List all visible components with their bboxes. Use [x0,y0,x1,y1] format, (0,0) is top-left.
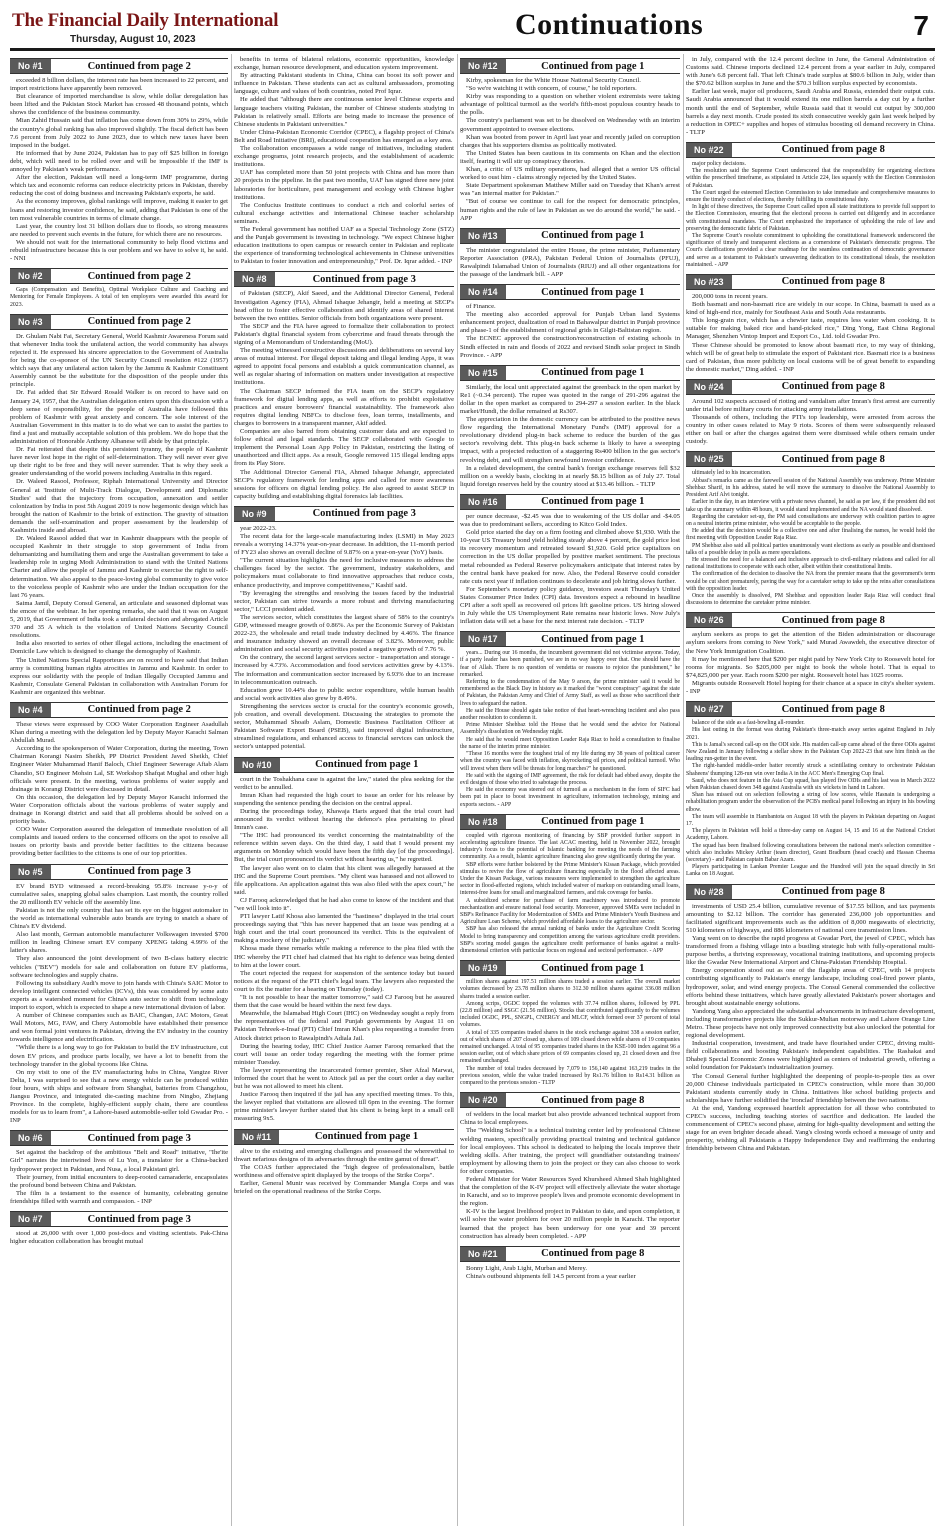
article-paragraph: Yandong Yang also appreciated the substantial advancements in infrastructure development, including transformative projects like the Sukkur-Multan motorway and Lahore Orange Line Metro. These projects have not only improved connectivity but also unlocked the potential for regional development. [686,1007,935,1040]
article-paragraph: He informed that by June 2024, Pakistan has to pay off $25 billion in foreign debt, which will need to be rolled over and will be impossible if the IMF is annoyed by Pakistan's weak performance. [10,149,228,174]
article [10,1211,228,1246]
article-paragraph: benefits in terms of bilateral relations, economic opportunities, knowledge exchange, human resource development, and education system improvement. [234,56,454,72]
article-paragraph: According to the spokesperson of Water Corporation, during the meeting, Town Chairman Korangi Nasim Sheikh, PP District President Javed Sheikh, Chief Engineer Water Muhammad Hanif Baloch, Chief Engineer Sewerage Aftab Alam Chandio, SO Engineer Mohsin Lal, SE Workshop Shafqat Mughal and other high officials were present. In the meeting, various problems of water supply and drainage in Korangi District were discussed in detail. [10,745,228,793]
article-paragraph: It may be mentioned here that $200 per night paid by New York City to Roosevelt hotel for rooms for migrants. So $205,000 per night to book the whole hotel. That is equal to $74,825,000 per year. Each room $200 per night. Roosevelt hotel has 1025 rooms. [686,655,935,679]
article-paragraph: At the end, Yandong expressed heartfelt appreciation for all those who contributed to CPEC's success, including teaching stories of sacrifice and dedication. He lauded the commencement of CPEC's second phase, aiming for high-quality development and setting the stage for an even brighter decade ahead. Yang's closing words echoed a message of unity and prosperity, wishing all Pakistanis a Happy Independence Day and reaffirming the enduring friendship between China and Pakistan. [686,1104,935,1153]
article-paragraph: Players participating in Lankan Premier League and the Hundred will join the squad directly in Sri Lanka on 18 August. [686,864,935,878]
article-paragraph: The appreciation in the domestic currency can be attributed to the positive news flow regarding the International Monetary Fund's (IMF) approval for a revolutionary dividend plug-in back scheme to reduce the burden of the gas sector's revolving debt. This plug-in back scheme is likely to have a sweeping impact, with a projected reduction of a staggering Rs400 billion in the gas sector's revolving debt, and will strengthen newfound investor confidence. [460,416,680,464]
article-paragraph: Earlier, General Munir was received by Commander Mangla Corps and was briefed on the operational readiness of the Strike Corps. [234,1179,454,1195]
article-paragraph: He added that the decision would be a collective one and after finalising the names, he would hold the first meeting with Opposition Leader Raja Riaz. [686,528,935,542]
article-paragraph: balance of the side as a fast-bowling all-rounder. [692,720,805,727]
continuation-header [10,58,228,74]
article-paragraph: Meanwhile, the Islamabad High Court (IHC) on Wednesday sought a reply from the representatives of the federal and Punjab governments by August 11 on Pakistan Tehreek-e-Insaf (PTI) Chief Imran Khan's plea requesting a transfer from Attock district prison to Rawalpindi's Adiala Jail. [234,1010,454,1042]
article-paragraph: alive to the existing and emerging challenges and possessed the wherewithal to thwart nefarious designs of its adversaries through the entire gamut of threat". [234,1147,454,1163]
column-4 [686,56,935,1526]
continuation-number: No #22 [686,143,732,157]
article-paragraph: Under China-Pakistan Economic Corridor (CPEC), a flagship project of China's Belt and Road Initiative (BRI), educational cooperation has emerged as a key area. [234,128,454,144]
continued-from-label: Continued from page 2 [87,270,191,282]
continued-from-label: Continued from page 8 [781,703,885,715]
article [234,56,454,266]
continuation-number: No #17 [460,632,506,646]
article-paragraph: This is Jamal's second call-up on the ODI side. His maiden call-up came ahead of the three ODIs against New Zealand in January following a stellar show in the Pakistan Cup 2022-23 that saw him finish as the leading run-getter in the event. [686,741,935,763]
continuation-header [686,379,935,395]
article-paragraph: He stressed the need for a balanced and inclusive approach to civil-military relations and called for all national institutions to cooperate with each other, albeit within their constitutional limits. [686,556,935,571]
article-paragraph: He said that he would meet Opposition Leader Raja Riaz to hold a consultation to finalise the name of the interim prime minister. [460,736,680,750]
continued-from-label: Continued from page 2 [87,316,191,328]
article-paragraph: In a related development, the central bank's foreign exchange reserves fell $32 million on a weekly basis, clocking in at nearly $8.15 billion as of July 27. Total liquid foreign reserves held by the country stood at $13.46 billion. - TLTP [460,464,680,488]
article-paragraph: On the contrary, the second largest services sector - transportation and storage - increased by 4.73%. Accommodation and food services activities grew by 4.13%. The information and communication sector increased by 6.93% due to an increase in telecommunication outreach. [234,654,454,686]
article-paragraph: Also last month, German automobile manufacturer Volkswagen invested $700 million in leading Chinese smart EV company XPENG taking 4.99% of the latter's shares. [10,931,228,955]
article-paragraph: Similarly, the local unit appreciated against the greenback in the open market by Re1 (~0.34 percent). The rupee was quoted in the range of 291-296 against the dollar in the open market as compared to 294-297 a session earlier. In the black market/Hundi, the dollar remained at Rs307. [460,383,680,415]
column-3 [460,56,680,1526]
article [686,451,935,607]
article-paragraph: Their journey, from initial encounters to deep-rooted camaraderie, encapsulates the profound bond between China and Pakistan. [10,1173,228,1189]
article-paragraph: Saud, who does not feature in the Asia Cup squad, has played five ODIs and his last was in March 2022 when Pakistan chased down 348 against Australia with six wickets in hand in Lahore. [686,777,935,791]
article [10,1130,228,1206]
article-paragraph: year 2022-23. [240,524,277,532]
article-paragraph: The "Welding School" is a technical training center led by professional Chinese welding masters, specifically providing practical training and technical guidance for local employees. This school is dedicated to helping the locals improve their welding skills. After training, the project will grandfather outstanding trainees' employment by allowing them to join the project or they can also choose to work for other companies. [460,1127,680,1175]
article [234,1129,454,1197]
article-paragraph: Both basmati and non-basmati rice are widely in our scope. In China, basmati is used as a kind of high-end rice, mainly for Southeast Asia and South Asia restaurants. [686,301,935,317]
article-paragraph: The SECP and the FIA have agreed to formalize their collaboration to protect Pakistan's digital financial system from cybercrime and fraud threats through the signing of a Memorandum of Understanding (MoU). [234,322,454,346]
article-paragraph: PM Shehbaz also said all political parties unanimously want elections as early as possible and dismissed talks of a possible delay in polls as mere speculations. [686,542,935,556]
article-paragraph: Shan has missed out on selection following a string of low scores, while Hasnain is undergoing a rehabilitation program under the observation of the PCB's medical panel following an injury in his bowling elbow. [686,792,935,813]
article [10,864,228,1126]
article-paragraph: During the hearing today, IHC Chief Justice Aamer Farooq remarked that the court will issue an order today regarding the meeting with the former prime minister Tuesday. [234,1042,454,1066]
article-paragraph: Following its subsidiary Audi's move to join hands with China's SAIC Motor to develop intelligent connected vehicles (ICVs), this was considered by some auto experts as a watershed moment for China's auto sector to shift from technology import to export, which is expected to shape a new international division of labor. [10,979,228,1011]
article-paragraph: "While there is a long way to go for Pakistan to build the EV infrastructure, cut down EV prices, and produce parts locally, we have a lot to benefit from the technology transfer in the global tycoons like China. [10,1044,228,1068]
article-paragraph: A total of 335 companies traded shares in the stock exchange against 338 a session earlier, out of which shares of 207 closed up, shares of 109 closed down while shares of 19 companies remained unchanged. A total of 95 companies traded shares in the KSE-100 index against 96 a session earlier, out of which share prices of 69 companies closed up, 21 closed down and five remained unchanged. [460,1029,680,1065]
article [460,1246,680,1281]
continuation-number: No #12 [460,59,506,73]
column-divider [231,54,232,1526]
article [460,960,680,1087]
continuation-header [460,365,680,381]
continuation-header [686,142,935,158]
article-paragraph: The number of total trades decreased by 7,079 to 156,140 against 163,219 trades in the previous session, while the value traded increased by Rs1.76 billion to Rs14.31 billion as compared to the previous session - TLTP [460,1065,680,1087]
article-paragraph: court in the Toshakhana case is against the law," stated the plea seeking for the verdict to be annulled. [234,775,454,791]
article-paragraph: They also announced the joint development of two B-class battery electric vehicles ("BEV") models for sale and collaboration on future EV platforms, software technologies and supply chains. [10,955,228,979]
continued-from-label: Continued from page 8 [541,1248,645,1260]
article-paragraph: Once the assembly is dissolved, PM Shehbaz and opposition leader Raja Riaz will conduct final discussions to determine the caretaker prime minister. [686,592,935,607]
continued-from-label: Continued from page 1 [541,962,645,974]
article [460,284,680,360]
article-paragraph: Gaps (Compensation and Benefits), Optimal Workplace Culture and Coaching and Mentoring for Female Employees. A total of ten employers were awarded this award for 2023. [10,287,228,308]
continuation-header [686,884,935,900]
continuation-header [460,228,680,244]
continuation-header [686,451,935,467]
article-paragraph: SBP has also released the annual ranking of banks under the Agriculture Credit Scoring Model to bring transparency and competition among the various agriculture credit providers. SBP's scoring model gauges the agriculture credit performance of banks against a multi-dimensional criterion with particular focus on regional and sectoral performance. - APP [460,926,680,954]
continuation-number: No #4 [10,703,51,717]
continuation-number: No #8 [234,272,275,286]
article-paragraph: Prime Minister Shehbaz told the House that he would send the advice for National Assembly's dissolution on Wednesday night. [460,722,680,736]
article [10,268,228,309]
continuation-number: No #24 [686,380,732,394]
continuation-header [460,960,680,976]
article-paragraph: "The current situation highlights the need for inclusive measures to address the challenges faced by the sector. The government, industry stakeholders, and policymakers must collaborate to find innovative approaches that reduce costs, enhance productivity, and improve competitiveness," Kashif said. [234,557,454,589]
article [460,58,680,223]
article-paragraph: Kirby, spokesman for the White House National Security Council. [466,77,641,84]
article-paragraph: "By leveraging the strengths and resolving the issues faced by the industrial sector, Pakistan can strive towards a more robust and thriving manufacturing sector," LCCI president added. [234,589,454,613]
continuation-number: No #10 [234,758,280,772]
article-paragraph: This long-grain rice, which has a chewier taste, requires less water when cooking. It is suitable for making baked rice and hand-picked rice," Ding Yong, East China Regional Manager, Shenzhen Vintop Import and Export Co., Ltd. told Gwadar Pro. [686,317,935,341]
continued-from-label: Continued from page 3 [312,273,416,285]
paper-name: The Financial Daily International [12,10,279,31]
article-paragraph: We should not wait for the international community to help flood victims and rebuild infrastructure because this is our problem and we have to solve it, he said. - NNI [10,238,228,263]
continued-from-label: Continued from page 3 [87,866,191,878]
column-1 [10,56,228,1526]
continued-from-label: Continued from page 8 [781,381,885,393]
continuation-header [234,271,454,287]
continuation-number: No #25 [686,452,732,466]
article [460,365,680,489]
article-paragraph: During the proceedings today, Khawaja Haris argued that the trial court had announced its verdict without hearing the defence's plea pertaining to plead Imran's case. [234,807,454,832]
article-paragraph: Companies are also barred from obtaining customer data and are expected to follow ethical and legal standards. The SECP collaborated with Google to implement the Personal Loan App Policy in Pakistan, restricting the listing of unauthorized and illicit apps. As a result, Google removed 115 illegal lending apps from its Play Store. [234,428,454,468]
continued-from-label: Continued from page 1 [541,633,645,645]
article-paragraph: Industrial cooperation, investment, and trade have flourished under CPEC, driving multi-field collaborations and boosting Pakistan's independent capabilities. The Rashakai and Dhabeji Special Economic Zones were highlighted as centers of industrial growth, offering a solid foundation for Pakistan's industrialization journey. [686,1040,935,1072]
continuation-number: No #23 [686,275,732,289]
article [234,271,454,500]
article-paragraph: Earlier last week, major oil producers, Saudi Arabia and Russia, extended their output cuts. Saudi Arabia announced that it would extend its one million barrels a day cut by a further month until the end of September, while Russia said that it would cut output by 300,000 barrels a day next month. Crude posted its sixth consecutive weekly gain last week helped by a reduction in OPEC+ supplies and hopes of stimulus boosting oil demand recovery in China. - TLTP [686,88,935,136]
continuation-number: No #13 [460,229,506,243]
continuation-header [460,1092,680,1108]
article-paragraph: The film is a testament to the essence of humanity, celebrating genuine friendships filled with warmth and compassion. - INP [10,1189,228,1205]
article-paragraph: COO Water Corporation assured the delegation of immediate resolution of all complaints and issued orders to the concerned officers on the spot to resolve all issues on priority basis and provide better facilities to the citizens because providing better facilities to the citizens is one of our top priorities. [10,826,228,858]
continuation-number: No #19 [460,961,506,975]
article-paragraph: A number of Chinese companies such as BAIC, Changan, JAC Motors, Great Wall Motors, MG, FAW, and Chery Automobile have established their presence and won formal joint ventures in Pakistan, driving the EV industry in the country towards intelligence and electrification. [10,1012,228,1044]
continued-from-label: Continued from page 2 [87,704,191,716]
continuation-header [460,631,680,647]
article-paragraph: The meeting also accorded approval for Punjab Urban land Systems enhancement project, dualization of road in Bahawalpur district in Punjab province and phase-1 of the establishment of regional grids in Gilgit-Baltistan region. [460,311,680,335]
continued-from-label: Continued from page 8 [781,144,885,156]
article-paragraph: He added that "although there are continuous senior level Chinese experts and language teachers visiting Pakistan, the number of Chinese students studying in Pakistan is relatively small. Efforts are being made to increase the presence of Chinese students in Pakistani universities." [234,96,454,128]
article-paragraph: Education grew 10.44% due to public sector expenditure, while human health and social work activities also grew by 8.49%. [234,686,454,702]
continued-from-label: Continued from page 8 [781,453,885,465]
article [460,228,680,279]
continuation-header [686,612,935,628]
article-paragraph: The lawyer representing the incarcerated former premier, Sher Afzal Marwat, informed the court that he went to Attock jail as per the court order a day earlier but he was not allowed to meet his client. [234,1066,454,1091]
article-paragraph: But clearance of imported merchandise is slow, while dollar deregulation has been lifted and the Pakistan Stock Market has crossed 48 thousand points, which shows the confidence of the business community. [10,93,228,117]
continuation-header [686,701,935,717]
article-paragraph: Regarding the caretaker set-up, the PM said consultations are underway with coalition parties to agree on a neutral interim prime minister, who would be acceptable to the people. [686,513,935,527]
article-paragraph: Justice Farooq then inquired if the jail has any specified meeting times. To this, the lawyer replied that visitations are allowed till 6pm in the evening. The former prime minister's lawyer further stated that his client is being kept in a small cell measuring 9x5. [234,1091,454,1123]
article-paragraph: of welders in the local market but also provide advanced technical support from China to local employees. [460,1111,680,1127]
article [460,494,680,626]
article [686,884,935,1154]
article-paragraph: Migrants outside Roosevelt Hotel hoping for their chance at a space in city's shelter system. - INP [686,679,935,695]
article-paragraph: Pakistan is not the only country that has set its eye on the biggest automaker in the world as international vulnerable auto brands are trying to snatch a share of China's EV dividend. [10,906,228,931]
continuation-number: No #26 [686,613,732,627]
continuation-number: No #20 [460,1093,506,1107]
article-paragraph: 200,000 tons in recent years. [692,292,768,300]
article-paragraph: "It is not possible to hear the matter tomorrow," said CJ Farooq but he assured them that the case would be heard within the next few days. [234,994,454,1010]
continuation-header [10,1130,228,1146]
article-paragraph: The players in Pakistan will hold a three-day camp on August 14, 15 and 16 at the National Cricket Academy, Lahore. [686,828,935,842]
article-paragraph: The services sector, which constitutes the largest share of 58% to the country's GDP, witnessed meagre growth of 0.86%. As per the Economic Survey of Pakistan 2022-23, the wholesale and retail trade industry declined by 4.46%. The finance and insurance industry showed an overall decrease of 3.82%. Moreover, public administration and social security activities posted a negative growth of 7.76 %. [234,613,454,654]
article-paragraph: The Supreme Court's resolute commitment to upholding the constitutional framework underscored the significance of timely and transparent elections as a cornerstone of Pakistan's democratic progress. The Court's clarifications provided a clear roadmap for the seamless continuation of democratic governance and serve as a testament to Pakistan's unwavering dedication to its constitutional ideals, the resolution maintained. - APP [686,232,935,268]
article-paragraph: ultimately led to his incarceration. [692,470,772,477]
continuation-header [460,58,680,74]
article-paragraph: Among scrips, OGDC topped the volumes with 37.74 million shares, followed by PPL (22.8 million) and SSGC (21.56 million). Stocks that contributed significantly to the volumes included OGDC, PPL, SNGPL, CNERGY and MLCF, which formed over 37 percent of total volumes. [460,1000,680,1029]
continuation-number: No #9 [234,507,275,521]
article-paragraph: "So we're watching it with concern, of course," he told reporters. [466,85,637,93]
continuation-header [460,814,680,830]
article-paragraph: years... During our 16 months, the incumbent government did not victimise anyone. Today, if a party leader has been punished, we are in no way happy over that. One should have the fear of Allah. There is no question of vendetta or reasons to rejoice the punishment," he remarked. [460,650,680,678]
article [10,58,228,263]
article-paragraph: In light of these directives, the Supreme Court called upon all state institutions to provide full support to the Election Commission, ensuring that the electoral process is carried out diligently and in accordance with constitutional mandates. The Court emphasized the importance of upholding the rule of law and preserving the democratic fabric of Pakistan. [686,204,935,232]
article-paragraph: On my visit to one of the EV manufacturing hubs in China, Yangtze River Delta, I was surprised to see that a new energy vehicle can be produced within four hours, with ships and software from Shanghai, batteries from Changzhou, Jiangsu Province, and integrated die-casting machine from Ningbo, Zhejiang Province. In the complete, highly-efficient supply chain, there are countless models for us to learn from", a Lahore-based automobile-seller told Gwadar Pro. - INP [10,1068,228,1125]
continued-from-label: Continued from page 1 [541,230,645,242]
article-paragraph: Strengthening the services sector is crucial for the country's economic growth, job creation, and overall development. Discussing the strategies to promote the sector, Muhammad Shoaib Aslam, Domestic Business Facilitation Officer at Pakistan Software Export Board (PSEB), said improved digital infrastructure, streamlined regulations, and enhanced access to financial services can unlock the sector's untapped potential. [234,702,454,751]
continued-from-label: Continued from page 3 [87,1213,191,1225]
article-paragraph: asylum seekers as props to get the attention of the Biden administration or discourage asylum seekers from coming to New York," said Murad Awawdeh, the executive director of the New York Immigration Coalition. [686,631,935,655]
article-paragraph: The minister congratulated the entire House, the prime minister, Parliamentary Reporter Association (PRA), Pakistan Federal Union of Journalists (PFUJ), Rawalpindi Islamabad Union of Journalists (RIUJ) and all other organizations for the passage of the landmark bill. - APP [460,246,680,278]
article-paragraph: per ounce decrease, -$2.45 was due to weakening of the US dollar and -$4.05 was due to predominant sellers, according to Kitco Gold Index. [460,512,680,529]
continued-from-label: Continued from page 1 [541,60,645,72]
article-paragraph: The right-handed middle-order batter recently struck a scintillating century to orchestrate Pakistan Shaheens' thumping 128-run win over India A in the ACC Men's Emerging Cup final. [686,763,935,777]
article-paragraph: EV brand BYD witnessed a record-breaking 95.8% increase y-o-y of cumulative sales, snapping global sales champion. Last month, the country rolled the 20 millionth EV vehicle off the assembly line. [10,882,228,906]
continuation-header [460,1246,680,1262]
article-paragraph: Set against the backdrop of the ambitious "Belt and Road" initiative, "Ihe'ite Girl" narrates the intertwined lives of Lu Yon, a translator for a China-backed hydropower project in Pakistan, and Nusa, a local Pakistani girl. [10,1149,228,1173]
article-paragraph: By attracting Pakistani students in China, China can boost its soft power and influence in Pakistan. These students can act as cultural ambassadors, promoting language, culture and values of both countries, noted Prof Iqrar. [234,72,454,96]
continuation-number: No #14 [460,285,506,299]
article-paragraph: Dr. Ghulam Nabi Fai, Secretary General, World Kashmir Awareness Forum said that whenever India took the unilateral action, the world community has always rejected it. He expressed his sincere appreciation to the Government of Australia for being the co-sponsor of the UN Security Council resolution #122 (1957) which says that any unilateral action taken by the Jammu & Kashmir Constituent Assembly cannot be the substitute for the disposition of the people under this principle. [10,332,228,389]
continued-from-label: Continued from page 8 [541,1094,645,1106]
article-paragraph: The resolution said the Supreme Court underscored that the responsibility for organizing elections within the prescribed timeframe, as stipulated in Article 224, lies squarely with the Election Commission of Pakistan. [686,168,935,189]
continuation-number: No #27 [686,702,732,716]
continued-from-label: Continued from page 1 [541,367,645,379]
article-paragraph: Kirby was responding to a question on whether violent extremists were taking advantage of political turmoil as the world's fifth-most populous country heads to the polls. [460,93,680,117]
article-paragraph: PTI lawyer Latif Khosa also lamented the "hastiness" displayed in the trial court proceedings saying that "this has never happened that an issue was pending at a high court and the trial court pronounced its verdict. This is the equivalent of making a mockery of the judiciary." [234,913,454,945]
article-paragraph: The ECNEC approved the construction/reconstruction of existing schools in Sindh effected in rain and floods of 2022 and revised Sindh solar project in Sindh Province. - APP [460,335,680,359]
continuation-number: No #11 [234,1130,279,1144]
continued-from-label: Continued from page 2 [87,60,191,72]
article-paragraph: The team will assemble in Hambantota on August 18 with the players in Pakistan departing on August 17. [686,813,935,827]
article-paragraph: He said the economy was steered out of turmoil as a mechanism in the form of SIFC had been put in place to boost investment in agriculture, information technology, mining and exports sectors. - APP [460,787,680,808]
continuation-number: No #18 [460,815,506,829]
continuation-number: No #28 [686,885,732,899]
article-paragraph: His last outing in the format was during Pakistan's three-match away series against England in July 2021. [686,727,935,741]
article-paragraph: These views were expressed by COO Water Corporation Engineer Asadullah Khan during a meeting with the delegation led by Deputy Mayor Karachi Salman Abdullah Murad. [10,720,228,745]
continuation-number: No #1 [10,59,51,73]
article-paragraph: K-IV is the largest livelihood project in Pakistan to date, and upon completion, it will solve the water problem for over 20 million people in Karachi. The reporter learned that the project has been underway for one year and 39 percent construction has already been completed. - APP [460,1208,680,1240]
continuation-number: No #16 [460,495,506,509]
continuation-header [10,864,228,880]
continuation-header [10,1211,228,1227]
masthead [10,6,935,51]
article-paragraph: On this occasion, the delegation led by Deputy Mayor Karachi informed the Water Corporation officials about the various problems of water supply and drainage in Korangi district and said that all problems should be solved on a priority basis. [10,793,228,826]
article-paragraph: "The IHC had pronounced its verdict concerning the maintainability of the reference within seven days. On the third day, I said that I would present my arguments on Monday which would have been the fifth day [of the proceedings]. But, the trial court pronounced its verdict without hearing us," he regretted. [234,832,454,864]
article [686,274,935,374]
article [686,142,935,269]
continued-from-label: Continued from page 1 [314,1131,419,1143]
article-paragraph: The court rejected the request for suspension of the sentence today but issued notices at the request of the PTI chief's legal team. The lawyers also requested the court to fix the matter for a hearing on Thursday (today). [234,969,454,993]
article-paragraph: Gold price started the day on a firm footing and climbed above $1,930. With the 10-year US Treasury bond yield holding steady above 4 percent, the gold price lost its recovery momentum and retreated toward $1,920. Gold price capitalizes on correction in the US dollar propelled by positive market sentiment. The precious metal rebounded as Federal Reserve policymakers anticipate that interest rates by the central bank have peaked for now. Also, the Federal Reserve could consider rate cuts next year if inflation continues to decelerate and job hiring slows further. [460,529,680,585]
article-paragraph: "But of course we continue to call for the respect for democratic principles, human rights and the rule of law in Pakistan as we do around the world," he said. - APP [460,198,680,222]
continuation-header [10,268,228,284]
article-paragraph: in July, compared with the 12.4 percent decline in June, the General Administration of Customs said. Chinese imports declined 12.4 percent from a year earlier in July, compared with June's 6.8 percent fall. That left China's trade surplus at $80.6 billion in July, wider than the $70.62 billion surplus in June and the $70.3 billion surplus expected by economists. [686,56,935,88]
article-paragraph: These Chinese should be promoted to know about basmati rice, to my way of thinking, which will be of great help to stimulate the export of Pakistani rice. Basmati rice is a business card of Pakistan, thus more publicity on local customs will be of great benefit to expanding the domestic market," Ding added. - INP [686,341,935,373]
continuation-header [460,494,680,510]
article-paragraph: major policy decisions. [692,160,746,167]
article [686,56,935,137]
article-paragraph: Mian Zahid Hussain said that inflation has come down from 30% to 29%, while the country's global ranking has also improved slightly. The fiscal deficit has been 7.6 percent from July 2022 to June 2023, due to which new taxes have been imposed in the budget. [10,117,228,149]
article-paragraph: Yang went on to describe the rapid progress at Gwadar Port, the jewel of CPEC, which has transformed from a fishing village into a bustling strategic hub with fully-operational multi-purpose berths, a thriving expressway, vocational training institutions, and upcoming projects like the Gwadar New International Airport and China-Pakistan Friendship Hospital. [686,934,935,967]
article-paragraph: India also resorted to series of other illegal actions, including the enactment of Domicile Law which is designed to change the demography of Kashmir. [10,640,228,656]
article-paragraph: Around 102 suspects accused of rioting and vandalism after Imran's first arrest are currently under trial before military courts for attacking army installations. [686,397,935,414]
article-paragraph: The United States has been cautious in its comments on Khan and the election itself, fearing it will stir up conspiracy theories. [460,149,680,165]
continued-from-label: Continued from page 8 [781,886,885,898]
continuation-number: No #2 [10,269,51,283]
article-paragraph: Khan was booted from power in April last year and recently jailed on corruption charges that his supporters dismiss as politically motivated. [460,133,680,149]
continuation-header [234,757,454,773]
continuation-header [460,284,680,300]
article-paragraph: Abbasi's remarks came as the farewell session of the National Assembly was underway. Prime Minister Shehbaz Sharif, in his address, stated he will move the summary to dissolve the National Assembly to President Arif Alvi tonight. [686,477,935,499]
article-paragraph: The squad has been finalised following consultations between the national men's selection committee - which also includes Mickey Arthur (team director), Grant Bradburn (head coach) and Hassan Cheema (secretary) - and Pakistan captain Babar Azam. [686,842,935,863]
article-paragraph: Dr. Fai added that Sir Edward Rosald Walker is on record to have said on January 24, 1957, that the Australian delegation enters upon this discussion with a deep sense of responsibility, for the people of Australia have followed this problem of Kashmir with great anxiety and concern. The sole interest of the Australian Government in this matter is to do what we can to assist the parties to find a just and mutually acceptable solution of this problem. We do hope that the administration of Honorable Anthony Albanese will abide by that principle. [10,389,228,445]
article-paragraph: Dr. Waleed Rasool, Professor, Riphah International University and Director General at 'Institute of Multi-Track Dialogue, Development and Diplomatic Studies' said that the trajectory from occupation, annexation and settler colonization by India in post 5th August 2019 is now hegemonic design which has brought the nation of Kashmir to the brink of extinction. The gravity of situation demands the self-examination and proper assessment by the leadership of Kashmiris inside and abroad. [10,478,228,535]
article-paragraph: Earlier in the day, in an interview with a private news channel, he said as per law, if the president did not take up the summary within 48 hours, it would stand implemented and the NA would stand dissolved. [686,499,935,513]
article-paragraph: The Consul General further highlighted the deepening of people-to-people ties as over 20,000 Chinese individuals participated in CPEC's construction, while more than 30,000 Pakistani students currently study in China. Initiatives like school building projects and scholarships have further solidified the 'ironclad' friendship between the two nations. [686,1072,935,1104]
article-paragraph: Federal Minister for Water Resources Syed Khursheed Ahmed Shah highlighted that the completion of the K-IV project will effectively alleviate the water shortage in Karachi, and so to improve people's lives and promote economic development in the region. [460,1175,680,1208]
article-paragraph: Khan, a critic of US military operations, had alleged that a senior US official worked to oust him - claims strongly rejected by the United States. [460,166,680,182]
continued-from-label: Continued from page 1 [541,816,645,828]
article-paragraph: exceeded 8 billion dollars, the interest rate has been increased to 22 percent, and import restrictions have apparently been removed. [10,77,228,93]
article-paragraph: Dr. Waleed Rasool added that war in Kashmir disappears with the people of occupied Kashmir in their struggle to stop government of India from dehumanizing and humiliating them and urge the Australian government to take a leadership role in urging Modi Administration to stand with the United Nations Charter and allow the people of Jammu and Kashmir to exercise the right to self-determination. We also appeal to the peace-loving global community to give voice to the voiceless people of Kashmir who are under the Indian occupation for the last 76 years. [10,535,228,599]
article [686,379,935,447]
continued-from-label: Continued from page 3 [87,1132,191,1144]
article-paragraph: stood at 26,000 with over 1,000 post-docs and visiting scientists. Pak-China higher education collaboration has brought mutual [10,1230,228,1246]
continuation-number: No #21 [460,1247,506,1261]
article-paragraph: Bonny Light, Arab Light, Murban and Merey. [466,1264,587,1272]
article-paragraph: Last year, the country lost 31 billion dollars due to floods, so strong measures are needed to prevent such events in the future, for which there are no resources. [10,222,228,238]
article-paragraph: The Additional Director General FIA, Ahmed Ishaque Jehangir, appreciated SECP's regulatory framework for lending apps and called for more awareness sessions for officers on digital lending policy. He also agreed to assist SECP in capacity building and establishing digital forensics lab facilities. [234,468,454,500]
article-paragraph: For September's monetary policy guidance, investors await Thursday's United States Consumer Price Index (CPI) data. Investors expect a rebound in headline CPI after a soft spell as recovered oil prices lift gasoline prices. US hiring slowed in July while the US Unemployment Rate remains near historic lows. Now July's inflation data will set a base for the next interest rate decision. - TLTP [460,585,680,626]
article-paragraph: The recent data for the large-scale manufacturing index (LSMI) in May 2023 reveals a worrying 14.37% year-on-year decrease. In addition, the 11-month period of FY23 also shows an overall decline of 9.87% on a year-on-year (YoY) basis. [234,532,454,557]
continued-from-label: Continued from page 1 [541,496,645,508]
article-paragraph: The collaboration encompasses a wide range of initiatives, including student exchange programs, joint research projects, and the establishment of academic institutions. [234,145,454,169]
article-paragraph: Imran Khan had requested the high court to issue an order for his release by suspending the sentence pending the decision on the central appeal. [234,791,454,807]
article-paragraph: Referring to the condemnation of the May 9 arson, the prime minister said it would be remembered as the Black Day in history as it marked the "worst conspiracy" against the state of Pakistan, the Pakistan Army and Chief of Army Staff, as well as those who sacrificed their lives to safeguard the nation. [460,679,680,707]
article [460,631,680,808]
column-divider [457,54,458,1526]
article-paragraph: The lawyer also went on to claim that his client was allegedly harassed at the IHC and the Supreme Court premises. "My client was harassed and not allowed to file applications. An application against this was also filed with the apex court," he said. [234,864,454,896]
continued-from-label: Continued from page 3 [312,508,416,520]
article-paragraph: China's outbound shipments fell 14.5 percent from a year earlier [466,1272,636,1280]
continued-from-label: Continued from page 1 [315,759,419,770]
continuation-number: No #6 [10,1131,51,1145]
article-paragraph: A subsidized scheme for purchase of farm machinery was introduced to promote mechanization and ensure national food security. Moreover, approved SMEs were included in SBP's Refinance Facility for Modernization of SMEs and Prime Minister's Youth Business and Agriculture Loan Scheme, which provided affordable loans to the agriculture sector. [460,897,680,926]
article-paragraph: The country's parliament was set to be dissolved on Wednesday with an interim government appointed to oversee elections. [460,117,680,133]
article [460,814,680,955]
article-paragraph: The confirmation of the decision to dissolve the NA from the premier means that the government's term would be cut short prematurely, paving the way for a caretaker setup to take up the reins after consultations with the opposition leader. [686,571,935,592]
article-paragraph: of Finance. [466,303,496,311]
article-paragraph: Khosa made these remarks while making a reference to the plea filed with the IHC whereby the PTI chief had claimed that his right to defence was being denied to him at the lower court. [234,945,454,969]
continuation-number: No #15 [460,366,506,380]
issue-date: Thursday, August 10, 2023 [70,34,196,45]
article-paragraph: of Pakistan (SECP), Akif Saeed, and the Additional Director General, Federal Investigation Agency (FIA), Ahmad Ishaque Jehangir, held a meeting at SECP's head office to foster effective collaboration and identify areas of shared interest between the two entities. Senior officials from both organizations were present. [234,290,454,322]
article-paragraph: The United Nations Special Rapporteurs are on record to have said that Indian army is committing human rights atrocities in Jammu and Kashmir. In order to express our solidarity with the people of Indian Illegally Occupied Jammu and Kashmir, Consulate General Pakistan in collaboration with Australian Forum for Kashmir are organized this webinar. [10,656,228,696]
continuation-number: No #3 [10,315,51,329]
article [460,1092,680,1241]
article-paragraph: coupled with rigorous monitoring of financing by SBP provided further support in accelerating agriculture finance. The last ACAC meeting, held in November 2022, brought industry's focus to the potential of Islamic banking for meeting the needs of the farming community. As a result, Islamic agriculture financing also grew significantly during the year. [460,832,680,861]
continuation-header [10,314,228,330]
continuation-number: No #5 [10,865,51,879]
continuation-header [10,702,228,718]
continuation-header [234,506,454,522]
article-paragraph: The Court urged the esteemed Election Commission to take immediate and comprehensive measures to ensure the timely conduct of elections, thereby fulfilling its constitutional duty. [686,189,935,203]
section-title: Continuations [515,8,704,41]
column-divider [683,54,684,1526]
article [234,506,454,752]
article-paragraph: The COAS further appreciated the "high degree of professionalism, battle worthiness and offensive spirit displayed by the troops of the Strike Corps". [234,1163,454,1179]
continuation-header [686,274,935,290]
continuation-number: No #7 [10,1212,51,1226]
article-paragraph: State Department spokesman Matthew Miller said on Tuesday that Khan's arrest was "an internal matter for Pakistan." [460,182,680,198]
article [686,612,935,696]
article-paragraph: SBP efforts were further bolstered by the Prime Minister's Kissan Package, which provided stimulus to revive the flow of agriculture financing especially in the flood affected areas. Under the Kissan Package, various measures were implemented to strengthen the agriculture sector in flood-affected regions, which included waiver of markup on outstanding small loans, interest-free loans for small and marginalized farmers, and risk coverage for banks. [460,861,680,897]
article-paragraph: Dr. Fai reiterated that despite this persistent tyranny, the people of Kashmir have never lost hope in the right of self-determination. They will never ever give up their right to be free and they will never surrender. That is why they seek a greater understanding of the world powers including Australia in this regard. [10,446,228,478]
article [10,314,228,697]
article-paragraph: investments of USD 25.4 billion, cumulative revenue of $17.55 billion, and tax payments amounting to $2.12 billion. The corridor has generated 236,000 job opportunities and facilitated significant improvements such as the addition of 8,000 megawatts of electricity, 510 kilometers of highways, and 886 kilometers of national core transmission lines. [686,902,935,934]
article-paragraph: As the economy improves, global rankings will improve, making it easier to get loans and restoring investor confidence, he said, adding that Pakistan is one of the ten most vulnerable countries in terms of climate change. [10,198,228,222]
article-paragraph: He said the House should again take notice of that heart-wrenching incident and also pass another resolution to condemn it. [460,707,680,722]
article-paragraph: The meeting witnessed constructive discussions and deliberations on several key areas of mutual interest. For illegal deposit taking and illegal lending Apps, it was agreed to appoint focal persons and establish a quick communication channel, as well as regular sharing of information on matters under investigation at respective institutions. [234,347,454,387]
article-paragraph: The Confucius Institute continues to conduct a rich and colorful series of cultural exchange activities and international Chinese teacher scholarship seminars. [234,201,454,225]
article-paragraph: CJ Farooq acknowledged that he had also come to know of the incident and that "we will look into it". [234,896,454,912]
article-paragraph: He said with the signing of IMF agreement, the risk for default had ebbed away, despite the evil designs of those who tried to sabotage the process. [460,772,680,786]
article [10,702,228,859]
article [686,701,935,878]
article-paragraph: UAF has completed more than 50 joint projects with China and has more than 20 projects in the pipeline. In the past two months, UAF has signed three new joint laboratories for horticulture, pest management and ecology with Chinese higher institutions. [234,169,454,201]
continued-from-label: Continued from page 8 [781,276,885,288]
article [234,757,454,1124]
article-paragraph: million shares against 197.51 million shares traded a session earlier. The overall market volumes decreased by 23.78 million shares to 312.30 million shares against 336.08 million shares traded a session earlier. [460,979,680,1000]
continuation-header [234,1129,454,1145]
article-paragraph: After the election, Pakistan will need a long-term IMF programme, during which tax and economic reforms can reduce electricity prices in Pakistan, thereby reducing the cost of doing business and increasing Pakistan's exports, he said. [10,174,228,198]
article-paragraph: The Chairman SECP informed the FIA team on the SECP's regulatory framework for digital lending apps, as well as efforts to prohibit exploitative practices and ensure borrowers' financial sustainability. The framework also requires digital lending NBFCs to disclose fees, loan terms, installments, and charges to borrowers in a transparent manner, Akif added. [234,387,454,427]
page-number: 7 [913,10,929,41]
article-paragraph: Saima Jamil, Deputy Consul General, an articulate and seasoned diplomat was the emcee of the webinar. In her opening remarks, she said that it was on August 5, 2019, that Government of India took a unilateral decision and abrogated Article 370 and 35 A which is the violation of United Nations Security Council resolutions. [10,599,228,640]
continued-from-label: Continued from page 1 [541,286,645,298]
column-2 [234,56,454,1526]
article-paragraph: Energy cooperation stood out as one of the flagship areas of CPEC, with 14 projects contributing significantly to Pakistan's energy landscape, including coal-fired power plants, hydropower, solar, and wind energy projects. The Consul General commended the collective efforts behind these initiatives, which have greatly alleviated Pakistan's power shortages and brought about sustainable energy solutions. [686,967,935,1007]
article-paragraph: The Federal government has notified UAF as a Special Technology Zone (STZ) and the Punjab government is investing in technology. "We expect Chinese higher education institutions to open campus or research center in Pakistan and replicate the experience of transforming technological achievements in Chinese universities to Pakistan to foster innovation and entrepreneurship," Prof. Dr. Iqrar added. - INP [234,225,454,266]
article-paragraph: Thousands of others, including the PTI's top leadership, were arrested from across the country in other cases related to May 9 riots. Scores of them were subsequently released either on bail or after the charges against them were dismissed while others remain under custody. [686,414,935,446]
article-paragraph: "These 16 months were the toughest trial of my life during my 38 years of political career when the country was faced with inflation, skyrocketing oil prices, and political turmoil. Who will invest when there will be threats for long marches?" he questioned. [460,751,680,772]
continued-from-label: Continued from page 8 [781,614,885,626]
